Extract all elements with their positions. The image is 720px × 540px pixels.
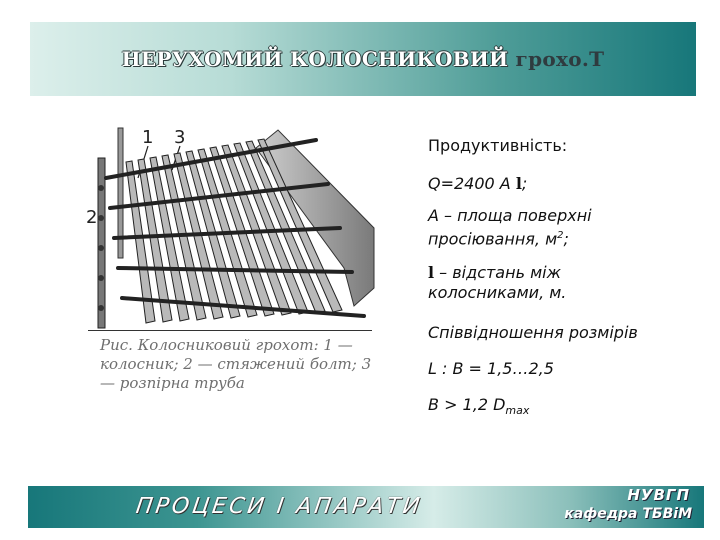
formula-suffix: ; <box>521 174 528 193</box>
formula-line <box>428 174 678 194</box>
figure-label-1: 1 <box>142 127 154 148</box>
a-definition-suffix: ; <box>563 229 569 249</box>
grate-drawing <box>86 118 386 333</box>
formula-var: l <box>515 174 522 193</box>
content-text <box>428 136 678 422</box>
title-bar <box>30 22 696 96</box>
ratio-line: L : B = 1,5…2,5 <box>428 359 554 379</box>
figure-label-2: 2 <box>86 207 98 228</box>
slide-title-upper: НЕРУХОМИЙ КОЛОСНИКОВИЙ <box>121 47 509 71</box>
footer-university: НУВГП <box>627 486 690 504</box>
footer-department: кафедра ТБВіМ <box>564 506 692 522</box>
a-definition-text: А – площа поверхні просіювання, м <box>428 206 592 249</box>
slide-title-lower: грохо.Т <box>515 47 605 71</box>
tie-bolt <box>98 215 104 221</box>
left-post-front <box>98 158 105 328</box>
b-condition-sub: max <box>505 404 530 418</box>
caption-rule <box>88 330 372 331</box>
b-condition <box>428 395 678 421</box>
footer-course-title: ПРОЦЕСИ І АПАРАТИ <box>134 494 425 519</box>
figure-label-3: 3 <box>174 127 186 148</box>
l-symbol: l <box>428 263 435 283</box>
formula-prefix: Q=2400 A <box>428 174 516 193</box>
l-definition-text: – відстань між колосниками, м. <box>428 263 567 303</box>
tie-bolt <box>98 245 104 251</box>
slide-title <box>122 47 605 71</box>
b-condition-text: B > 1,2 D <box>428 395 506 415</box>
a-definition-sup: 2 <box>557 230 564 241</box>
tie-bolt <box>98 275 104 281</box>
tie-bolt <box>98 185 104 191</box>
productivity-heading: Продуктивність: <box>428 136 568 155</box>
figure-caption: Рис. Колосниковий грохот: 1 — колосник; 2 — стяжений болт; 3 — розпірна труба <box>100 336 372 392</box>
l-definition <box>428 263 678 303</box>
a-definition <box>428 206 678 249</box>
ratio-heading: Співвідношення розмірів <box>428 323 638 343</box>
footer-bar <box>28 486 704 528</box>
tie-bolt <box>98 305 104 311</box>
